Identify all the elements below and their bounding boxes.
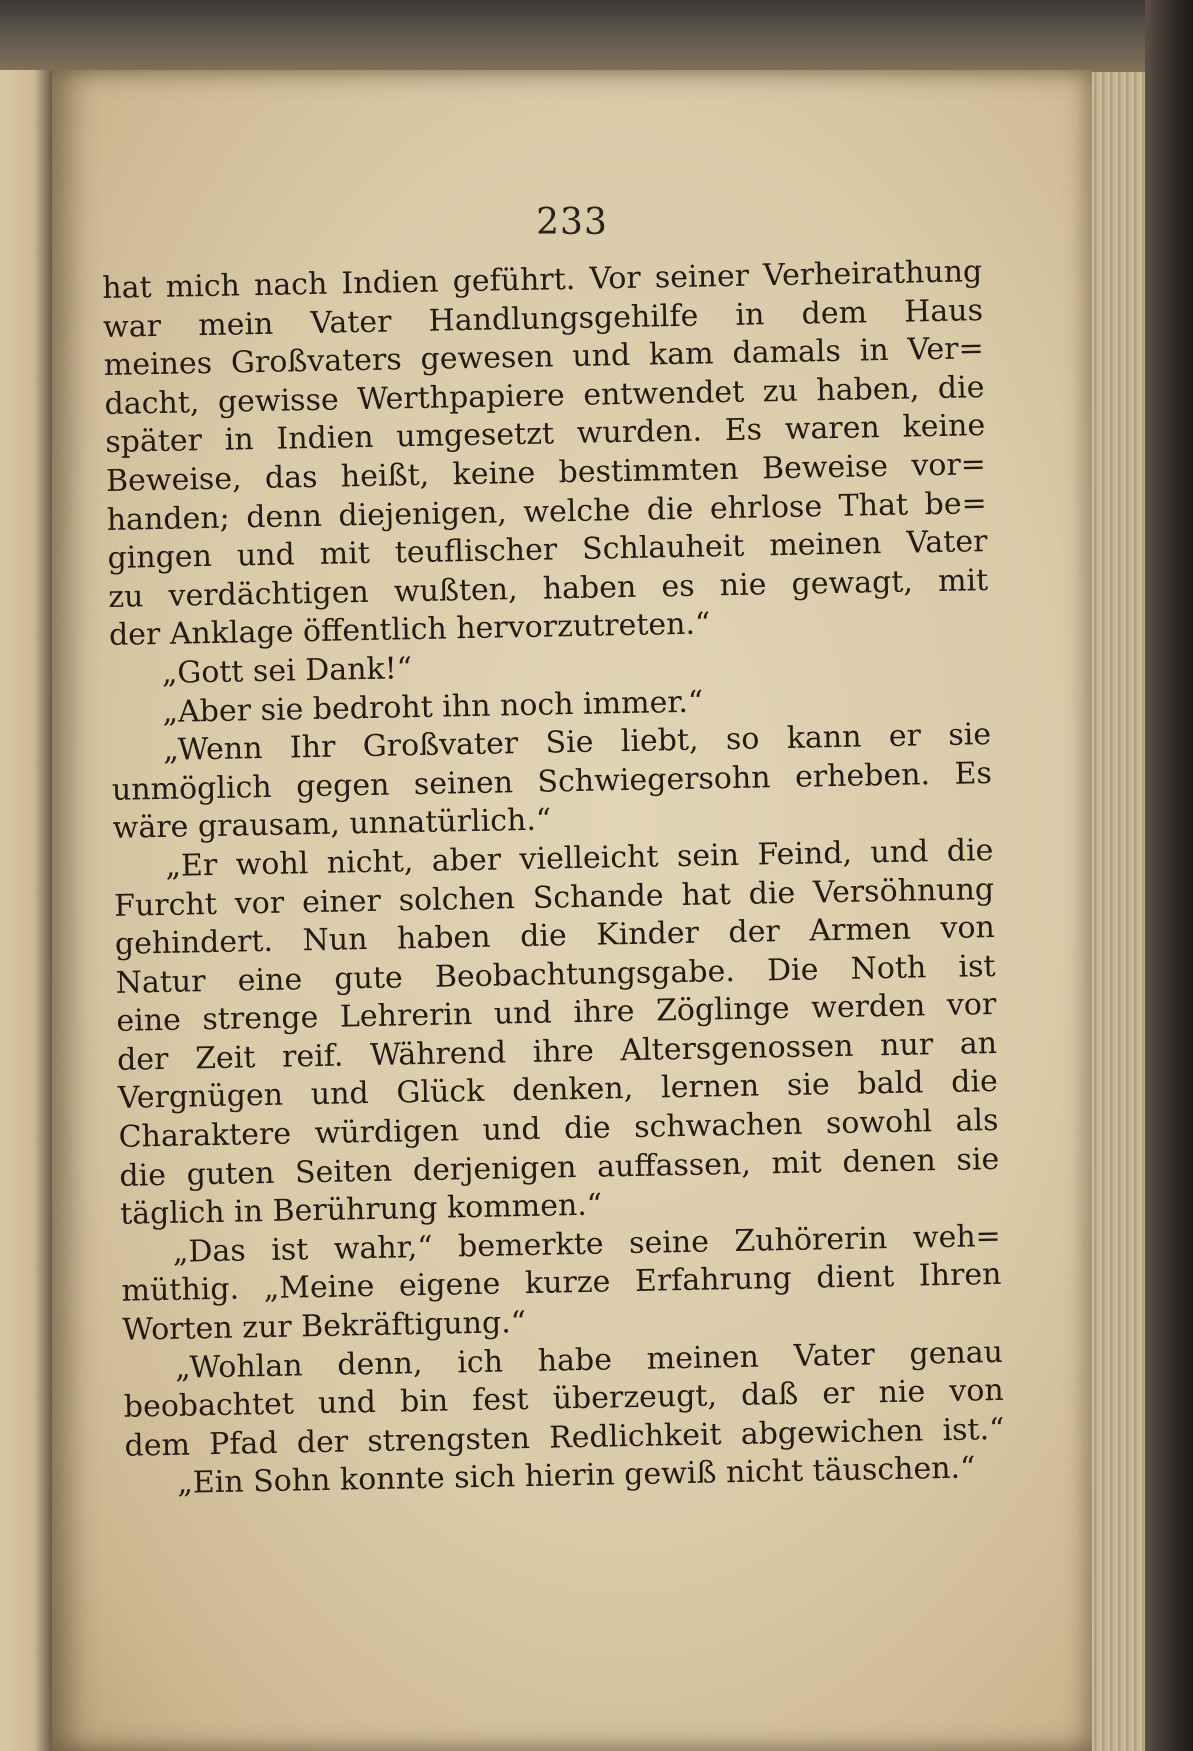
text-line: der Zeit reif. Während ihre Altersgenossen nur an xyxy=(116,1025,998,1078)
text-line: später in Indien umgesetzt wurden. Es waren keine xyxy=(104,408,986,461)
text-line: hat mich nach Indien geführt. Vor seiner Verheirathung xyxy=(102,254,983,306)
text-line: Worten zur Bekräftigung.“ xyxy=(122,1305,527,1348)
text-line: meines Großvaters gewesen und kam damals in Ver= xyxy=(103,331,985,384)
text-line: dem Pfad der strengsten Redlichkeit abgewichen ist.“ xyxy=(124,1411,1005,1464)
text-line: dacht, gewisse Werthpapiere entwendet zu haben, die xyxy=(104,369,985,422)
text-line: gehindert. Nun haben die Kinder der Armen von xyxy=(114,910,996,962)
text-line: Vergnügen und Glück denken, lernen sie bald die xyxy=(117,1064,999,1117)
text-line: „Gott sei Dank!“ xyxy=(161,651,413,691)
text-line: „Ein Sohn konnte sich hierin gewiß nicht täuschen.“ xyxy=(176,1450,976,1502)
page-text-block xyxy=(102,253,1006,1505)
text-line: die guten Seiten derjenigen auffassen, mit denen sie xyxy=(119,1141,1000,1194)
text-line: Furcht vor einer solchen Schande hat die Versöhnung xyxy=(113,871,995,924)
text-line: gingen und mit teuflischer Schlauheit meinen Vater xyxy=(107,524,988,577)
text-line: handen; denn diejenigen, welche die ehrlose That be= xyxy=(106,485,987,538)
text-line: Charaktere würdigen und die schwachen sowohl als xyxy=(118,1103,999,1155)
text-line: „Er wohl nicht, aber vielleicht sein Feind, und die xyxy=(165,832,994,884)
text-line: wäre grausam, unnatürlich.“ xyxy=(112,802,552,847)
text-line: „Wenn Ihr Großvater Sie liebt, so kann er sie xyxy=(162,717,992,769)
page-number: 233 xyxy=(536,202,608,243)
text-line: müthig. „Meine eigene kurze Erfahrung dient Ihren xyxy=(121,1257,1002,1310)
text-line: Beweise, das heißt, keine bestimmten Beweise vor= xyxy=(105,447,987,499)
text-line: „Das ist wahr,“ bemerkte seine Zuhörerin weh= xyxy=(172,1218,1002,1270)
text-line: täglich in Berührung kommen.“ xyxy=(119,1187,603,1233)
book-cover-top-edge xyxy=(0,0,1193,78)
text-line: beobachtet und bin fest überzeugt, daß er nie von xyxy=(123,1373,1005,1426)
text-line: „Aber sie bedroht ihn noch immer.“ xyxy=(162,684,704,730)
text-line: eine strenge Lehrerin und ihre Zöglinge werden vor xyxy=(116,987,997,1040)
text-line: war mein Vater Handlungsgehilfe in dem Haus xyxy=(102,292,984,345)
text-line: Natur eine gute Beobachtungsgabe. Die Noth ist xyxy=(115,948,996,1001)
text-line: „Wohlan denn, ich habe meinen Vater genau xyxy=(174,1334,1004,1386)
text-line: unmöglich gegen seinen Schwiegersohn erheben. Es xyxy=(111,755,993,808)
book-page xyxy=(52,70,1092,1751)
text-line: der Anklage öffentlich hervorzutreten.“ xyxy=(108,606,711,654)
facing-page-edge xyxy=(0,70,56,1751)
text-line: zu verdächtigen wußten, haben es nie gewagt, mit xyxy=(107,562,989,615)
book-cover-right-edge xyxy=(1145,0,1193,1751)
